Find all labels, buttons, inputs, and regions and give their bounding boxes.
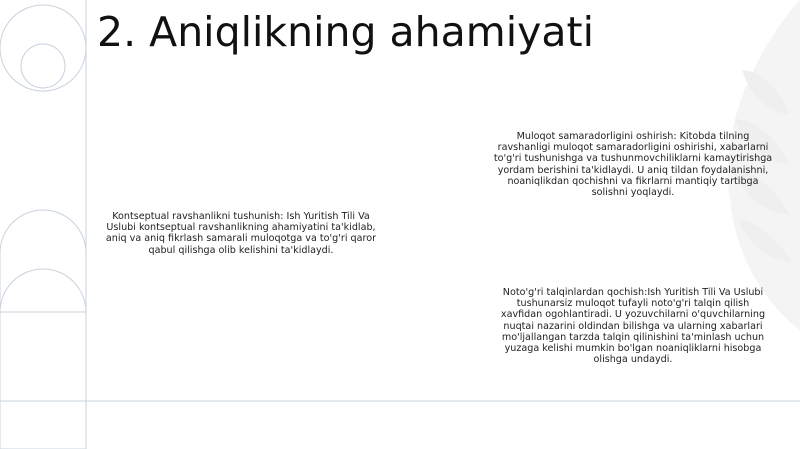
- point-conceptual-clarity: Kontseptual ravshanlikni tushunish: Ish Yuritish Tili Va Uslubi kontseptual ravshanlikning ahamiyatini ta'kidlab, aniq va aniq fikrlash samarali muloqotga va to'g'ri qaror qabul qilishga olib kelishini ta'kidlaydi.: [105, 211, 377, 256]
- point-avoid-misinterpretation: Noto'g'ri talqinlardan qochish:Ish Yuritish Tili Va Uslubi tushunarsiz muloqot tufayli noto'g'ri talqin qilish xavfidan ogohlantiradi. U yozuvchilarni o'quvchilarning nuqtai nazarini oldindan bilishga va ularning xabarlari mo'ljallangan tarzda talqin qilinishini ta'minlash uchun yuzaga kelishi mumkin bo'lgan noaniqliklarni hisobga olishga undaydi.: [500, 287, 766, 366]
- point-communication-efficiency: Muloqot samaradorligini oshirish: Kitobda tilning ravshanligi muloqot samaradorligini oshirishi, xabarlarni to'g'ri tushunishga va tushunmovchiliklarni kamaytirishga yordam berishini ta'kidlaydi. U aniq tildan foydalanishni, noaniqlikdan qochishni va fikrlarni mantiqiy tartibga solishni yoqlaydi.: [493, 131, 773, 199]
- slide-title: 2. Aniqlikning ahamiyati: [97, 8, 594, 56]
